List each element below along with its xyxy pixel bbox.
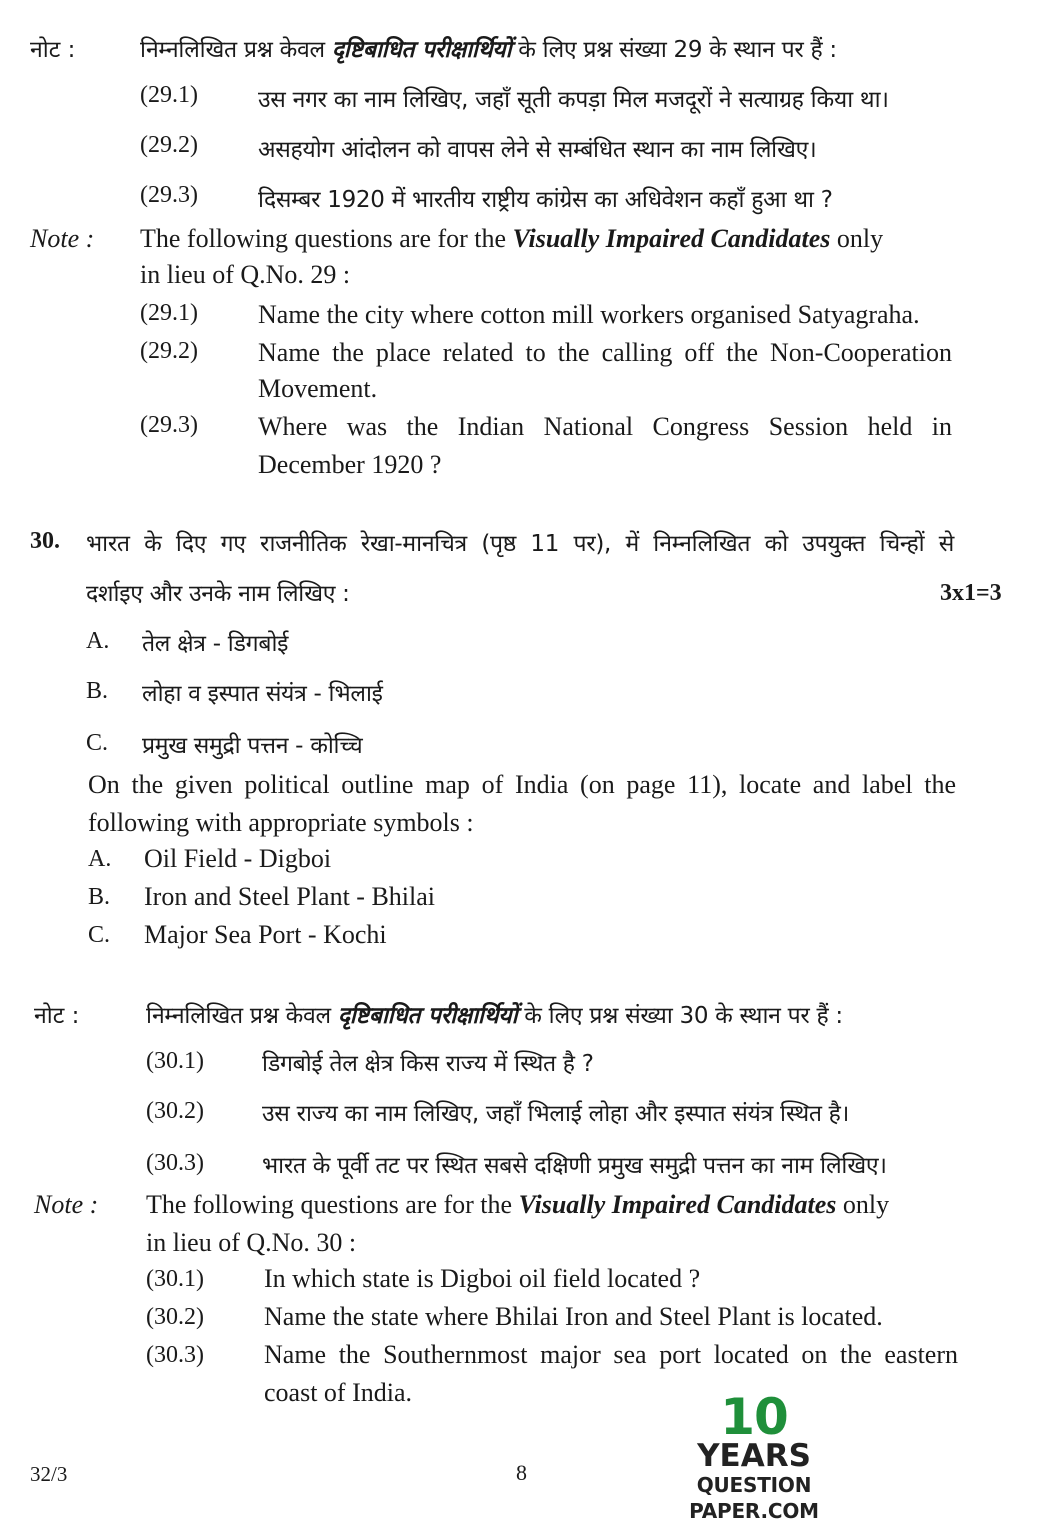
item-text: भारत के पूर्वी तट पर स्थित सबसे दक्षिणी प्रमुख समुद्री पत्तन का नाम लिखिए।	[262, 1153, 887, 1179]
item-text: डिगबोई तेल क्षेत्र किस राज्य में स्थित है ?	[262, 1051, 594, 1077]
note-intro-line2: in lieu of Q.No. 30 :	[146, 1228, 357, 1257]
item-number: (30.1)	[146, 1048, 204, 1074]
item-number: (29.1)	[140, 300, 198, 326]
logo-years: YEARS	[697, 1438, 811, 1474]
option-text: Iron and Steel Plant - Bhilai	[144, 882, 436, 911]
question-number: 30.	[30, 528, 60, 554]
note-label-hindi-30: नोट :	[34, 1003, 80, 1029]
item-number: (30.3)	[146, 1150, 204, 1176]
note-label-english-30: Note :	[34, 1190, 99, 1219]
intro-text: निम्नलिखित प्रश्न केवल	[146, 1003, 338, 1029]
intro-text: के लिए प्रश्न संख्या 29 के स्थान पर हैं :	[511, 37, 837, 63]
question-30-hindi-line1: भारत के दिए गए राजनीतिक रेखा-मानचित्र (पृष्ठ 11 पर), में निम्नलिखित को उपयुक्त चिन्हों से	[86, 531, 954, 557]
question-30-english-line2: following with appropriate symbols :	[88, 808, 474, 837]
note-intro-hindi-30	[146, 998, 843, 1030]
item-number: (30.3)	[146, 1342, 204, 1368]
item-text-line2: Movement.	[258, 374, 378, 403]
option-text: प्रमुख समुद्री पत्तन - कोच्चि	[142, 733, 363, 759]
item-number: (30.1)	[146, 1266, 204, 1292]
option-letter: C.	[88, 922, 111, 948]
option-letter: B.	[88, 884, 111, 910]
intro-text: only	[836, 1190, 890, 1219]
option-text: Oil Field - Digboi	[144, 844, 332, 873]
item-text-line2: coast of India.	[264, 1378, 413, 1407]
page-number: 8	[516, 1460, 527, 1485]
item-text: उस राज्य का नाम लिखिए, जहाँ भिलाई लोहा और इस्पात संयंत्र स्थित है।	[262, 1101, 849, 1127]
note-intro-english-29	[140, 224, 883, 254]
intro-emphasis: Visually Impaired Candidates	[518, 1190, 837, 1219]
note-intro-line2: in lieu of Q.No. 29 :	[140, 260, 351, 289]
item-number: (29.3)	[140, 182, 198, 208]
intro-emphasis: दृष्टिबाधित परीक्षार्थियों	[331, 37, 512, 63]
item-text: Name the state where Bhilai Iron and Steel Plant is located.	[264, 1302, 883, 1331]
intro-text: The following questions are for the	[140, 224, 513, 253]
item-number: (29.3)	[140, 412, 198, 438]
item-number: (29.2)	[140, 132, 198, 158]
option-letter: A.	[86, 628, 110, 654]
intro-emphasis: Visually Impaired Candidates	[512, 224, 831, 253]
logo-site: QUESTION PAPER.COM	[689, 1473, 819, 1523]
item-number: (30.2)	[146, 1098, 204, 1124]
intro-text: only	[830, 224, 884, 253]
site-watermark-logo	[636, 1388, 872, 1523]
note-intro-hindi-29	[140, 32, 837, 64]
item-text: Name the city where cotton mill workers organised Satyagraha.	[258, 300, 920, 329]
intro-text: के लिए प्रश्न संख्या 30 के स्थान पर हैं :	[517, 1003, 843, 1029]
item-text-line2: December 1920 ?	[258, 450, 442, 479]
option-text: लोहा व इस्पात संयंत्र - भिलाई	[142, 681, 383, 707]
item-number: (29.2)	[140, 338, 198, 364]
note-intro-english-30	[146, 1190, 889, 1220]
item-number: (30.2)	[146, 1304, 204, 1330]
intro-text: The following questions are for the	[146, 1190, 519, 1219]
item-text: In which state is Digboi oil field located ?	[264, 1264, 701, 1293]
intro-text: निम्नलिखित प्रश्न केवल	[140, 37, 332, 63]
intro-emphasis: दृष्टिबाधित परीक्षार्थियों	[337, 1003, 518, 1029]
option-letter: C.	[86, 730, 109, 756]
option-text: Major Sea Port - Kochi	[144, 920, 387, 949]
question-30-english-line1: On the given political outline map of India (on page 11), locate and label the	[88, 770, 956, 799]
item-text: उस नगर का नाम लिखिए, जहाँ सूती कपड़ा मिल मजदूरों ने सत्याग्रह किया था।	[258, 87, 889, 113]
item-text: Name the Southernmost major sea port located on the eastern	[264, 1340, 958, 1369]
item-text: Name the place related to the calling off the Non-Cooperation	[258, 338, 952, 367]
question-marks: 3x1=3	[940, 580, 1002, 606]
option-letter: A.	[88, 846, 112, 872]
item-text: दिसम्बर 1920 में भारतीय राष्ट्रीय कांग्रेस का अधिवेशन कहाँ हुआ था ?	[258, 187, 833, 213]
item-text: असहयोग आंदोलन को वापस लेने से सम्बंधित स्थान का नाम लिखिए।	[258, 137, 817, 163]
logo-number: 10	[720, 1388, 788, 1446]
option-letter: B.	[86, 678, 109, 704]
item-text: Where was the Indian National Congress Session held in	[258, 412, 952, 441]
item-number: (29.1)	[140, 82, 198, 108]
option-text: तेल क्षेत्र - डिगबोई	[142, 631, 289, 657]
note-label-english-29: Note :	[30, 224, 95, 253]
question-30-hindi-line2: दर्शाइए और उनके नाम लिखिए :	[86, 581, 350, 607]
paper-code: 32/3	[30, 1462, 68, 1486]
note-label-hindi-29: नोट :	[30, 37, 76, 63]
